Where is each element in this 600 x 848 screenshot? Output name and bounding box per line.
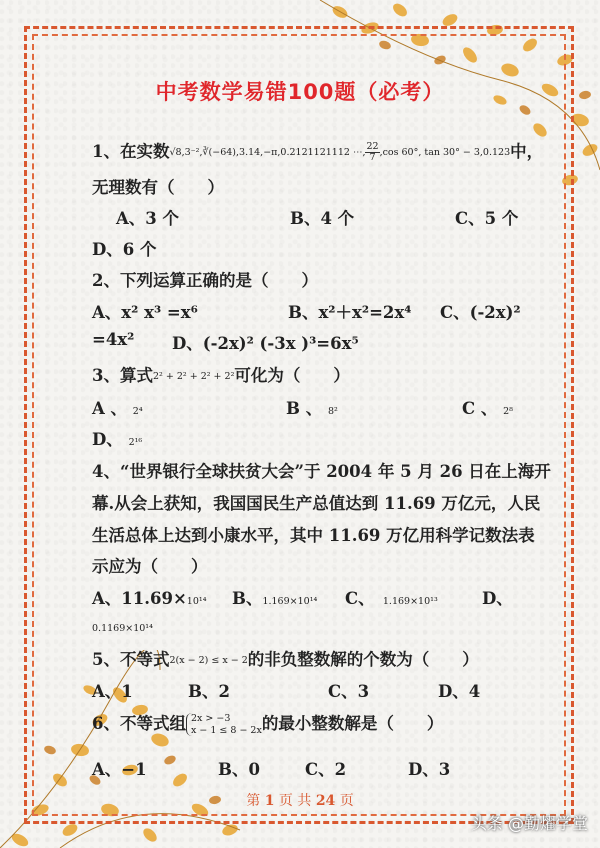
q1-option-a: A、3 个 xyxy=(116,209,180,228)
q1-frac-den: 7 xyxy=(369,152,376,163)
q6-prefix: 6、不等式组 xyxy=(92,714,186,733)
q6-suffix: 的最小整数解是（ ） xyxy=(261,714,444,733)
q4-option-d-label: D、 xyxy=(482,589,513,608)
question-4-line-1: 4、“世界银行全球扶贫大会”于 2004 年 5 月 26 日在上海开 xyxy=(92,462,551,481)
q4-option-a-label: A、11.69× xyxy=(92,589,187,608)
q4-option-c xyxy=(345,585,438,609)
q3-prefix: 3、算式 xyxy=(92,366,153,385)
q3-option-b-label: B 、 xyxy=(286,399,323,418)
question-1-line2: 无理数有（ ） xyxy=(92,178,224,197)
q3-option-b-value: 8² xyxy=(327,406,338,417)
q4-option-b xyxy=(232,585,317,609)
q5-prefix: 5、不等式 xyxy=(92,650,170,669)
q3-option-d-value: 2¹⁶ xyxy=(128,437,143,448)
q3-option-c xyxy=(462,395,513,419)
q1-option-d: D、6 个 xyxy=(92,240,157,259)
footer-page-number: 1 xyxy=(264,793,275,809)
question-5-stem xyxy=(92,646,479,670)
q4-option-c-label: C、 xyxy=(345,589,367,608)
q2-option-c-cont: =4x² xyxy=(92,330,135,349)
watermark: 头条 @勤燿学堂 xyxy=(470,814,588,833)
q4-option-b-value: 1.169×10¹⁴ xyxy=(262,596,318,607)
q3-suffix: 可化为（ ） xyxy=(234,366,350,385)
q6-inequality-system xyxy=(186,713,262,737)
q5-option-b: B、2 xyxy=(188,682,230,701)
q6-option-c: C、2 xyxy=(305,760,347,779)
footer-pre: 第 xyxy=(246,793,261,809)
q2-option-a: A、x² x³ =x⁶ xyxy=(92,303,198,322)
q2-option-b: B、x²＋x²=2x⁴ xyxy=(288,303,412,322)
q4-option-b-label: B、 xyxy=(232,589,263,608)
q4-option-d-value xyxy=(92,616,153,635)
q1-option-b: B、4 个 xyxy=(290,209,355,228)
footer-post: 页 xyxy=(339,793,354,809)
q6-inequality-2: x − 1 ≤ 8 − 2x xyxy=(190,724,262,736)
q6-option-d: D、3 xyxy=(408,760,451,779)
q5-suffix: 的非负整数解的个数为（ ） xyxy=(247,650,479,669)
q2-option-d: D、(-2x)² (-3x )³=6x⁵ xyxy=(172,334,359,353)
q6-inequality-1: 2x > −3 xyxy=(190,712,231,724)
q1-option-c: C、5 个 xyxy=(455,209,519,228)
question-4-line-2: 幕.从会上获知，我国国民生产总值达到 11.69 万亿元，人民 xyxy=(92,494,541,513)
q1-frac-num: 22 xyxy=(366,140,379,152)
q5-option-d: D、4 xyxy=(438,682,481,701)
question-3-stem xyxy=(92,362,350,386)
q3-option-a-value: 2⁴ xyxy=(132,406,143,417)
q3-option-c-value: 2⁸ xyxy=(503,406,513,417)
q3-option-a xyxy=(92,395,143,419)
q4-option-c-value: 1.169×10¹³ xyxy=(382,596,438,607)
q4-option-a xyxy=(92,585,207,609)
question-4-line-4: 示应为（ ） xyxy=(92,557,208,576)
q1-fraction xyxy=(365,142,379,164)
q6-option-a: A、−1 xyxy=(92,760,147,779)
question-4-line-3: 生活总体上达到小康水平，其中 11.69 万亿用科学记数法表 xyxy=(92,526,535,545)
q6-option-b: B、0 xyxy=(218,760,260,779)
q1-numbers-2: ,cos 60°, tan 30° − 3,0.123 xyxy=(379,147,511,158)
q3-expression: 2² + 2² + 2² + 2² xyxy=(152,371,235,382)
q3-option-b xyxy=(286,395,338,419)
page-title: 中考数学易错100题（必考） xyxy=(155,80,445,104)
q3-option-d-label: D、 xyxy=(92,430,123,449)
q1-prefix: 1、在实数 xyxy=(92,142,170,161)
footer-mid: 页 共 xyxy=(278,793,312,809)
q5-option-a: A、1 xyxy=(92,682,133,701)
question-1-stem xyxy=(92,138,543,163)
q5-option-c: C、3 xyxy=(328,682,370,701)
q4-option-d-value-text: 0.1169×10¹⁴ xyxy=(92,623,153,634)
q1-suffix: 中， xyxy=(510,142,544,161)
page-footer xyxy=(0,790,600,810)
question-6-stem xyxy=(92,710,443,736)
footer-total-pages: 24 xyxy=(315,793,336,809)
q3-option-d xyxy=(92,426,142,450)
q3-option-c-label: C 、 xyxy=(462,399,498,418)
question-2-stem: 2、下列运算正确的是（ ） xyxy=(92,271,318,290)
q3-option-a-label: A 、 xyxy=(92,399,128,418)
q5-expression: 2(x − 2) ≤ x − 2 xyxy=(169,655,248,666)
q4-option-a-value: 10¹⁴ xyxy=(186,596,207,607)
q2-option-c: C、(-2x)² xyxy=(440,303,521,322)
q1-numbers: √8,3⁻²,∛(−64),3.14,−π,0.2121121112 ⋯, xyxy=(169,147,366,158)
